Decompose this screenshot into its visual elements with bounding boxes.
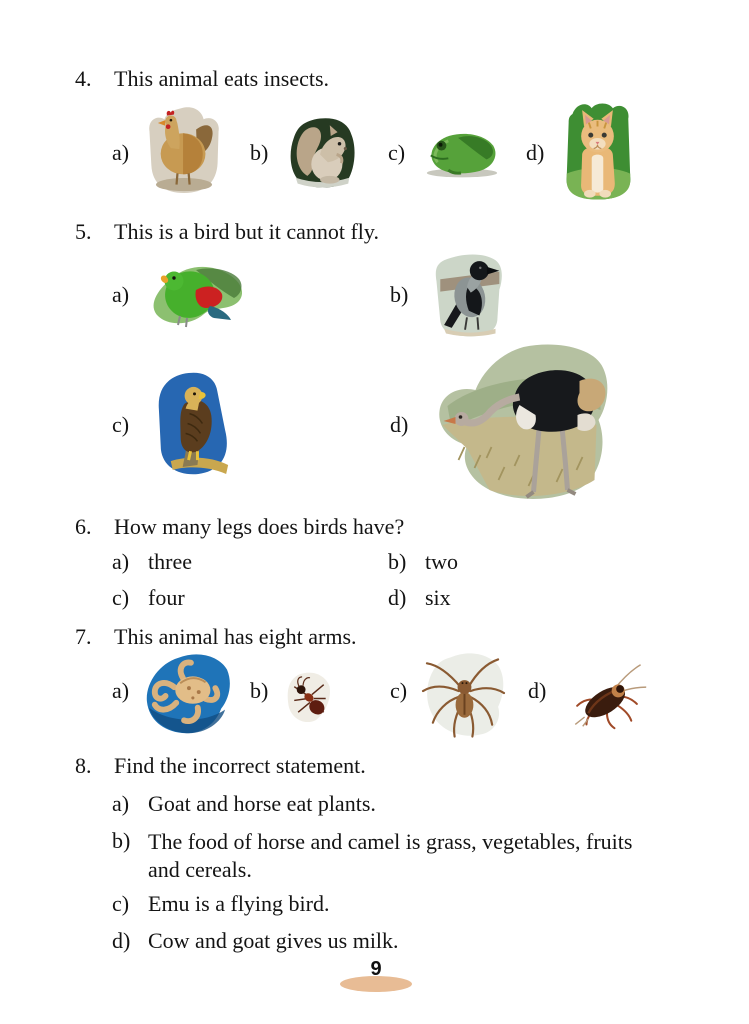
option-label-a: a) [112,140,130,165]
parrot-image [146,262,246,332]
option-text-a: Goat and horse eat plants. [148,791,376,816]
ant-image [284,669,332,724]
question-number: 8. [75,753,92,778]
option-label-a: a) [112,282,130,307]
option-label-d: d) [528,678,547,703]
question-text: This animal eats insects. [114,66,330,91]
option-label-d: d) [112,928,131,953]
option-label-a: a) [112,678,130,703]
option-label-c: c) [388,140,406,165]
question-text: Find the incorrect statement. [114,753,366,778]
option-label-d: d) [526,140,545,165]
option-text-b: two [425,549,458,574]
option-text-d: Cow and goat gives us milk. [148,928,399,953]
question-text: This animal has eight arms. [114,624,357,649]
question-number: 5. [75,219,92,244]
crow-image [426,250,506,339]
spider-image [421,649,506,739]
option-label-d: d) [390,412,409,437]
option-label-a: a) [112,791,130,816]
page-number: 9 [370,958,382,980]
question-number: 7. [75,624,92,649]
hen-image [142,102,226,199]
option-text-b: The food of horse and camel is grass, vegetables, fruits and cereals. [148,829,633,882]
option-label-b: b) [112,828,131,853]
cockroach-image [564,661,650,731]
option-label-d: d) [388,585,407,610]
option-text-a: three [148,549,192,574]
frog-image [421,126,501,179]
option-label-c: c) [390,678,408,703]
option-label-c: c) [112,412,130,437]
option-label-b: b) [250,678,269,703]
question-text: How many legs does birds have? [114,514,405,539]
option-label-c: c) [112,585,130,610]
option-label-b: b) [250,140,269,165]
ostrich-image [428,342,613,503]
option-text-d: six [425,585,451,610]
option-label-c: c) [112,891,130,916]
kitten-image [560,98,635,203]
question-number: 6. [75,514,92,539]
question-number: 4. [75,66,92,91]
option-label-a: a) [112,549,130,574]
option-label-b: b) [390,282,409,307]
option-text-c: Emu is a flying bird. [148,891,330,916]
option-text-c: four [148,585,185,610]
octopus-image [142,652,232,735]
question-text: This is a bird but it cannot fly. [114,219,379,244]
eagle-image [150,371,240,476]
squirrel-image [287,114,357,191]
option-label-b: b) [388,549,407,574]
